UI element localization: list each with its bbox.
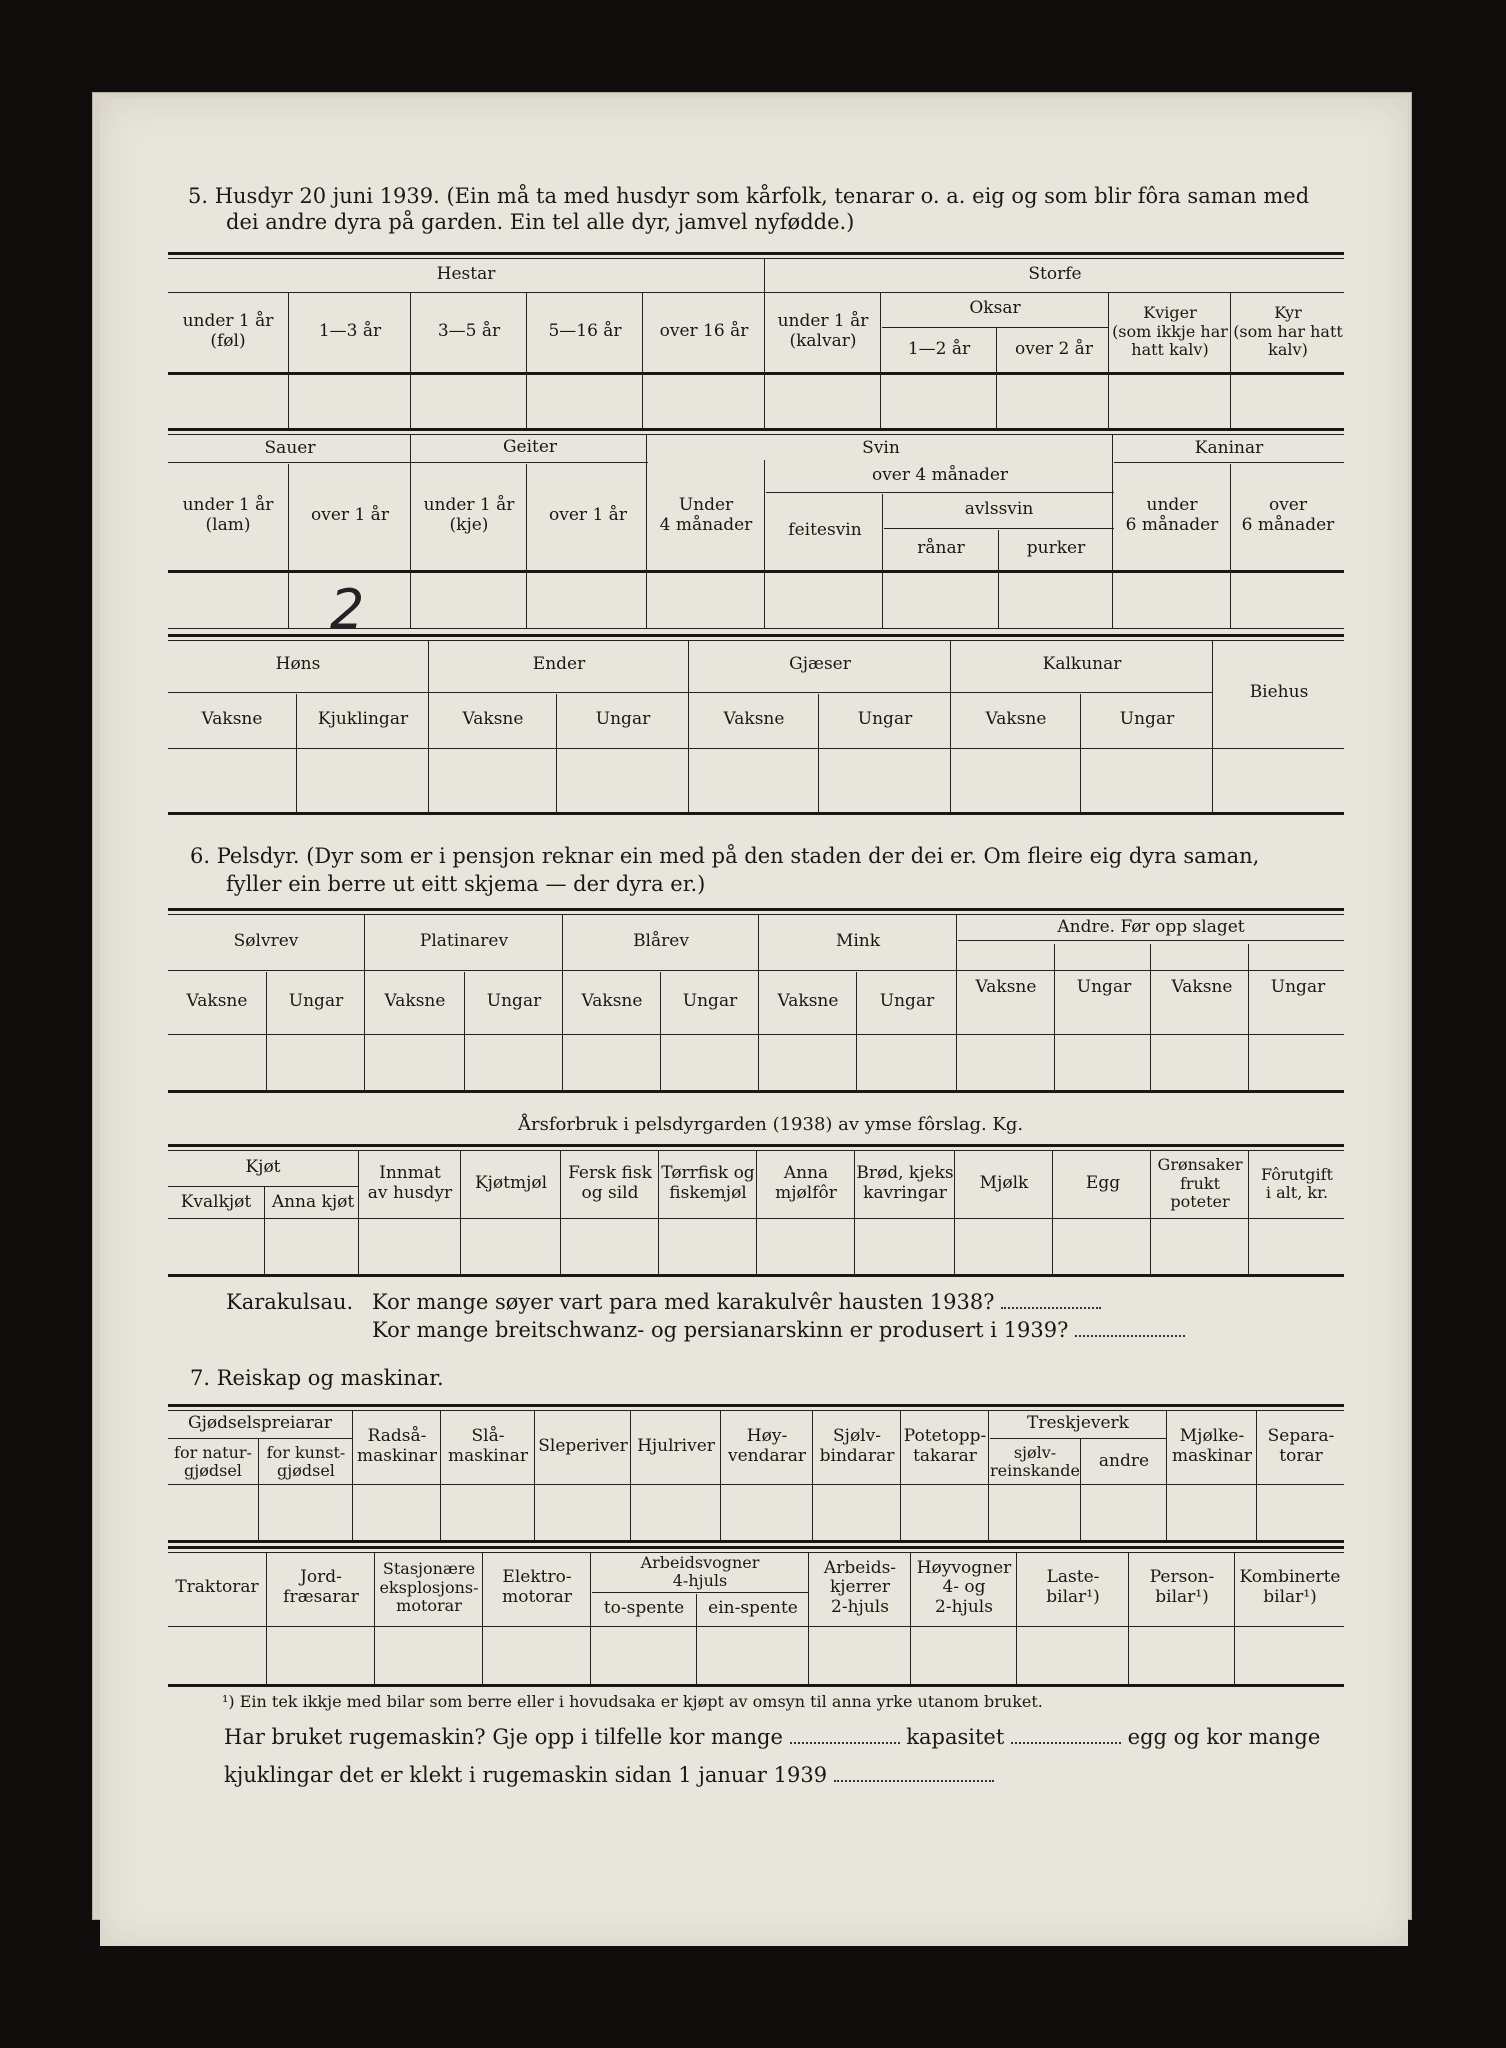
rule xyxy=(562,914,563,1090)
svin-avlssvin: avlssvin xyxy=(964,499,1034,520)
rule xyxy=(168,570,1344,573)
rule xyxy=(168,1484,1344,1485)
forbruk-col-9: Fôrutgift i alt, kr. xyxy=(1261,1164,1333,1202)
rule xyxy=(1150,1150,1151,1274)
rule xyxy=(910,1552,911,1684)
storfe-kviger: Kviger (som ikkje har hatt kalv) xyxy=(1112,303,1228,360)
rule xyxy=(168,1540,1344,1543)
storfe-kalvar: under 1 år (kalvar) xyxy=(777,311,869,351)
ender-col-1: Ungar xyxy=(595,709,651,730)
rule xyxy=(168,1034,1344,1035)
rule xyxy=(756,1150,757,1274)
pels-group-1: Platinarev xyxy=(419,931,509,952)
rule xyxy=(1054,944,1055,1090)
rule xyxy=(168,1090,1344,1093)
rule xyxy=(288,464,289,628)
hestar-col-2: 3—5 år xyxy=(437,321,501,342)
treskje-col-1: andre xyxy=(1098,1451,1150,1472)
maskin-col-2: Stasjonære eksplosjons- motorar xyxy=(379,1559,479,1616)
rule xyxy=(764,460,765,628)
rule xyxy=(660,972,661,1090)
rule xyxy=(988,1410,989,1540)
svin-under4: Under 4 månader xyxy=(659,495,753,535)
karakul-q1: Kor mange søyer vart para med karakulvêr hausten 1938? xyxy=(372,1292,1101,1313)
rule xyxy=(168,1684,1344,1687)
rule xyxy=(990,1438,1166,1439)
rule xyxy=(590,1552,591,1684)
rule xyxy=(168,372,1344,375)
kjot-col-1: Anna kjøt xyxy=(271,1192,355,1213)
rule xyxy=(1166,1410,1167,1540)
section6-heading-line2: fyller ein berre ut eitt skjema — der dyra er.) xyxy=(226,872,706,896)
rule xyxy=(1052,1150,1053,1274)
rule xyxy=(428,640,429,812)
rule xyxy=(1248,944,1249,1090)
rule xyxy=(168,692,1212,693)
forbruk-col-5: Brød, kjeks kavringar xyxy=(856,1163,954,1203)
handwritten-entry-sauer: 2 xyxy=(330,578,365,641)
rule xyxy=(1128,1552,1129,1684)
kaninar-col-0: under 6 månader xyxy=(1125,495,1219,535)
ender-col-0: Vaksne xyxy=(462,709,524,730)
rule xyxy=(364,914,365,1090)
rule xyxy=(642,292,643,428)
kalkunar-group-header: Kalkunar xyxy=(1042,654,1122,675)
rule xyxy=(646,434,647,628)
forbruk-col-7: Egg xyxy=(1085,1173,1121,1194)
pels-group-0: Sølvrev xyxy=(233,931,299,952)
svin-group-header: Svin xyxy=(862,438,900,459)
pels-andre: Andre. Før opp slaget xyxy=(1057,917,1245,938)
reiskap-col-0: Radså- maskinar xyxy=(357,1426,437,1466)
rugemaskin-line1: Har bruket rugemaskin? Gje opp i tilfelle kor mange kapasitet egg og kor mange xyxy=(224,1725,1321,1749)
pels-ungar-4: Ungar xyxy=(879,991,935,1012)
maskin-tail-1: Høyvogner 4- og 2-hjuls xyxy=(916,1557,1012,1617)
reiskap-col-4: Høy- vendarar xyxy=(727,1426,807,1466)
maskin-col-3: Elektro- motorar xyxy=(502,1567,572,1607)
maskin-tail-4: Kombinerte bilar¹) xyxy=(1239,1567,1341,1607)
rule xyxy=(168,634,1344,637)
rule xyxy=(168,1186,358,1187)
rule xyxy=(998,530,999,628)
geiter-col-0: under 1 år (kje) xyxy=(423,495,515,535)
rule xyxy=(764,258,765,292)
hestar-col-4: over 16 år xyxy=(659,321,749,342)
forbruk-col-2: Fersk fisk og sild xyxy=(568,1163,652,1203)
storfe-kyr: Kyr (som har hatt kalv) xyxy=(1233,303,1343,360)
rule xyxy=(882,494,883,628)
forbruk-col-8: Grønsaker frukt poteter xyxy=(1157,1155,1243,1212)
hestar-col-0: under 1 år (føl) xyxy=(182,311,274,351)
rule xyxy=(264,1186,265,1274)
section5-heading-line1: 5. Husdyr 20 juni 1939. (Ein må ta med husdyr som kårfolk, tenarar o. a. eig og som blir fôra saman med xyxy=(188,184,1310,208)
rule xyxy=(1230,292,1231,428)
reiskap-col-1: Slå- maskinar xyxy=(448,1426,528,1466)
pels-ungar-2: Ungar xyxy=(486,991,542,1012)
hestar-col-3: 5—16 år xyxy=(548,321,622,342)
hons-col-0: Vaksne xyxy=(201,709,263,730)
rule xyxy=(954,1150,955,1274)
rule xyxy=(1108,292,1109,428)
gjaeser-col-0: Vaksne xyxy=(723,709,785,730)
rule xyxy=(1112,434,1113,628)
pels-vaksne-3: Vaksne xyxy=(581,991,643,1012)
rule xyxy=(168,428,1344,431)
gjodsel-col-1: for kunst- gjødsel xyxy=(266,1442,346,1480)
rule xyxy=(410,434,411,628)
pels-vaksne-6: Vaksne xyxy=(1171,977,1233,998)
rule xyxy=(1080,1438,1081,1540)
rule xyxy=(410,292,411,428)
rule xyxy=(958,940,1344,941)
avlssvin-col-1: purker xyxy=(1026,538,1086,559)
rule xyxy=(526,464,527,628)
section6-heading-line1: 6. Pelsdyr. (Dyr som er i pensjon reknar ein med på den staden der dei er. Om fleire eig dyra saman, xyxy=(190,844,1260,868)
rule xyxy=(956,914,957,1090)
maskin-tail-0: Arbeids- kjerrer 2-hjuls xyxy=(823,1557,897,1617)
pels-vaksne-5: Vaksne xyxy=(975,977,1037,998)
reiskap-col-5: Sjølv- bindarar xyxy=(819,1426,895,1466)
rule xyxy=(168,1546,1344,1549)
forbruk-col-0: Innmat av husdyr xyxy=(367,1163,453,1203)
forbruk-col-4: Anna mjølfôr xyxy=(775,1163,837,1203)
footnote: ¹) Ein tek ikkje med bilar som berre eller i hovudsaka er kjøpt av omsyn til anna yrke utanom bruket. xyxy=(222,1692,1043,1711)
rule xyxy=(168,1626,1344,1627)
reiskap-col-6: Potetopp- takarar xyxy=(903,1426,987,1466)
rule xyxy=(854,1150,855,1274)
forbruk-col-1: Kjøtmjøl xyxy=(474,1173,548,1194)
svin-over4: over 4 månader xyxy=(871,465,1009,486)
rule xyxy=(1248,1150,1249,1274)
karakul-label: Karakulsau. xyxy=(226,1290,354,1314)
reiskap-tail-1: Separa- torar xyxy=(1267,1426,1335,1466)
rule xyxy=(440,1410,441,1540)
maskin-col-1: Jord- fræsarar xyxy=(283,1567,359,1607)
kaninar-col-1: over 6 månader xyxy=(1241,495,1335,535)
rule xyxy=(696,1594,697,1684)
ender-group-header: Ender xyxy=(532,654,586,675)
reiskap-tail-0: Mjølke- maskinar xyxy=(1172,1426,1252,1466)
oksar-col-1: over 2 år xyxy=(1015,339,1093,360)
kjot-header: Kjøt xyxy=(245,1157,281,1178)
maskin-col-0: Traktorar xyxy=(175,1577,259,1598)
gjaeser-group-header: Gjæser xyxy=(789,654,851,675)
rule xyxy=(556,694,557,812)
kalkunar-col-1: Ungar xyxy=(1119,709,1175,730)
rule xyxy=(560,1150,561,1274)
treskjeverk-header: Treskjeverk xyxy=(1027,1413,1129,1434)
rule xyxy=(168,462,648,463)
rule xyxy=(884,528,1114,529)
sauer-col-1: over 1 år xyxy=(311,505,389,526)
rule xyxy=(374,1552,375,1684)
rule xyxy=(900,1410,901,1540)
rugemaskin-line2: kjuklingar det er klekt i rugemaskin sidan 1 januar 1939 xyxy=(224,1765,994,1786)
rule xyxy=(688,640,689,812)
rule xyxy=(812,1410,813,1540)
rule xyxy=(258,1438,259,1540)
kaninar-group-header: Kaninar xyxy=(1194,438,1264,459)
treskje-col-0: sjølv- reinskande xyxy=(990,1442,1080,1480)
rule xyxy=(1234,1552,1235,1684)
rule xyxy=(996,328,997,428)
oksar-col-0: 1—2 år xyxy=(907,339,971,360)
pels-ungar-1: Ungar xyxy=(288,991,344,1012)
pels-group-2: Blårev xyxy=(633,931,689,952)
rule xyxy=(630,1410,631,1540)
rule xyxy=(534,1410,535,1540)
storfe-oksar: Oksar xyxy=(969,298,1021,319)
maskin-tail-3: Person- bilar¹) xyxy=(1149,1567,1215,1607)
section5-heading-line2: dei andre dyra på garden. Ein tel alle dyr, jamvel nyfødde.) xyxy=(226,210,855,234)
hons-col-1: Kjuklingar xyxy=(317,709,409,730)
rule xyxy=(460,1150,461,1274)
rule xyxy=(658,1150,659,1274)
rule xyxy=(526,292,527,428)
sauer-group-header: Sauer xyxy=(264,438,316,459)
reiskap-col-3: Hjulriver xyxy=(637,1436,715,1457)
rule xyxy=(266,972,267,1090)
karakul-q2: Kor mange breitschwanz- og persianarskinn er produsert i 1939? xyxy=(372,1320,1185,1341)
rule xyxy=(1212,640,1213,812)
pels-ungar-3: Ungar xyxy=(682,991,738,1012)
rule xyxy=(352,1410,353,1540)
svin-feitesvin: feitesvin xyxy=(788,520,862,541)
hestar-col-1: 1—3 år xyxy=(318,321,382,342)
rule xyxy=(168,1144,1344,1147)
rule xyxy=(168,908,1344,911)
avlssvin-col-0: rånar xyxy=(917,538,965,559)
rule xyxy=(758,914,759,1090)
rule xyxy=(766,492,1114,493)
rule xyxy=(168,1274,1344,1277)
rule xyxy=(1256,1410,1257,1540)
rule xyxy=(856,972,857,1090)
rule xyxy=(288,292,289,428)
rule xyxy=(592,1592,808,1593)
arbeids-col-1: ein-spente xyxy=(708,1598,798,1619)
rule xyxy=(266,1552,267,1684)
rule xyxy=(168,1438,352,1439)
forbruk-col-3: Tørrfisk og fiskemjøl xyxy=(661,1163,755,1203)
rule xyxy=(818,694,819,812)
pels-vaksne-4: Vaksne xyxy=(777,991,839,1012)
gjaeser-col-1: Ungar xyxy=(857,709,913,730)
rule xyxy=(1114,462,1344,463)
rule xyxy=(482,1552,483,1684)
rule xyxy=(1080,694,1081,812)
rule xyxy=(296,694,297,812)
rule xyxy=(880,292,881,428)
geiter-group-header: Geiter xyxy=(502,437,558,458)
rule xyxy=(168,748,1344,749)
arbeidsvogner-header: Arbeidsvogner 4-hjuls xyxy=(640,1552,760,1590)
forbruk-title: Årsforbruk i pelsdyrgarden (1938) av ymse fôrslag. Kg. xyxy=(518,1114,1024,1135)
pels-group-3: Mink xyxy=(835,931,881,952)
rule xyxy=(464,972,465,1090)
rule xyxy=(168,1404,1344,1407)
rule xyxy=(168,812,1344,815)
rule xyxy=(720,1410,721,1540)
rule xyxy=(808,1552,809,1684)
maskin-tail-2: Laste- bilar¹) xyxy=(1046,1567,1100,1607)
rule xyxy=(1016,1552,1017,1684)
gjodsel-header: Gjødselspreiarar xyxy=(188,1413,332,1434)
hestar-group-header: Hestar xyxy=(436,264,496,285)
arbeids-col-0: to-spente xyxy=(603,1598,685,1619)
rule xyxy=(1230,464,1231,628)
gjodsel-col-0: for natur- gjødsel xyxy=(174,1442,252,1480)
sauer-col-0: under 1 år (lam) xyxy=(182,495,274,535)
rule xyxy=(1150,944,1151,1090)
kalkunar-col-0: Vaksne xyxy=(985,709,1047,730)
pels-vaksne-2: Vaksne xyxy=(384,991,446,1012)
rule xyxy=(168,252,1344,255)
storfe-group-header: Storfe xyxy=(1028,264,1082,285)
pels-vaksne-1: Vaksne xyxy=(186,991,248,1012)
geiter-col-1: over 1 år xyxy=(549,505,627,526)
reiskap-col-2: Sleperiver xyxy=(538,1436,628,1457)
rule xyxy=(358,1150,359,1274)
hons-group-header: Høns xyxy=(275,654,321,675)
section7-heading: 7. Reiskap og maskinar. xyxy=(190,1366,444,1390)
kjot-col-0: Kvalkjøt xyxy=(180,1192,252,1213)
rule xyxy=(764,292,765,428)
biehus-header: Biehus xyxy=(1249,682,1309,703)
forbruk-col-6: Mjølk xyxy=(979,1173,1029,1194)
rule xyxy=(882,327,1108,328)
pels-ungar-5: Ungar xyxy=(1076,977,1132,998)
rule xyxy=(950,640,951,812)
pels-ungar-6: Ungar xyxy=(1270,977,1326,998)
